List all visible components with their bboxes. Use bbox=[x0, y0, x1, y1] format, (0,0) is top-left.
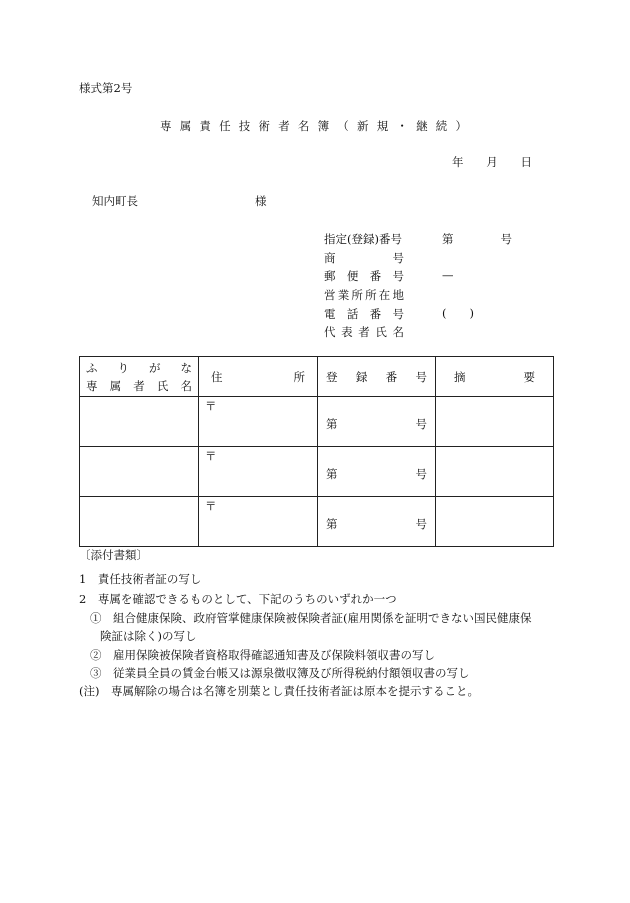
reg-suffix: 号 bbox=[415, 466, 427, 481]
trade-name-label bbox=[324, 250, 404, 266]
address-cell[interactable] bbox=[199, 447, 318, 497]
name-cell[interactable] bbox=[80, 497, 199, 547]
table-row bbox=[80, 447, 554, 497]
label-char: 氏 bbox=[375, 325, 387, 339]
header-char: 所 bbox=[293, 369, 305, 384]
header-char: 録 bbox=[355, 369, 368, 384]
table-header-row bbox=[80, 357, 554, 397]
phone-close-paren: ) bbox=[469, 306, 474, 320]
reg-suffix: 号 bbox=[415, 416, 427, 431]
label-char: 業 bbox=[337, 288, 350, 302]
note: (注) 専属解除の場合は名簿を別葉とし責任技術者証は原本を提示すること。 bbox=[79, 684, 479, 698]
label-char: 番 bbox=[369, 269, 382, 283]
label-char: 所 bbox=[351, 288, 363, 302]
reg-prefix: 第 bbox=[326, 416, 338, 431]
label-char: 号 bbox=[392, 269, 404, 283]
header-char: な bbox=[180, 360, 192, 375]
label-char: 名 bbox=[392, 325, 404, 339]
date-line bbox=[452, 154, 532, 170]
header-char: 号 bbox=[415, 369, 427, 384]
label-char: 話 bbox=[346, 307, 359, 321]
label-char: 者 bbox=[358, 325, 370, 339]
postal-mark: 〒 bbox=[205, 449, 217, 463]
label-char: 表 bbox=[341, 325, 353, 339]
form-number: 様式第2号 bbox=[79, 81, 133, 95]
registration-cell[interactable] bbox=[318, 497, 436, 547]
header-char: 専 bbox=[86, 378, 98, 393]
label-char: 代 bbox=[324, 325, 336, 339]
registration-prefix: 第 bbox=[442, 232, 454, 246]
label-char: 商 bbox=[324, 251, 336, 265]
attachment-subitem-2: ② 雇用保険被保険者資格取得確認通知書及び保険料領収書の写し bbox=[90, 648, 435, 662]
header-technician-name bbox=[86, 378, 192, 394]
representative-name-label bbox=[324, 324, 404, 340]
header-registration-number bbox=[318, 357, 436, 397]
business-address-label bbox=[324, 287, 404, 303]
header-char: が bbox=[149, 360, 161, 375]
attachment-subitem-3: ③ 従業員全員の賃金台帳又は源泉徴収簿及び所得税納付額領収書の写し bbox=[90, 666, 470, 680]
remarks-cell[interactable] bbox=[436, 447, 554, 497]
header-char: ふ bbox=[86, 360, 98, 375]
registration-suffix: 号 bbox=[500, 232, 512, 246]
header-char: 摘 bbox=[454, 369, 466, 384]
label-char: 電 bbox=[324, 307, 336, 321]
header-char: 要 bbox=[523, 369, 535, 384]
label-char: 地 bbox=[392, 288, 404, 302]
postal-mark: 〒 bbox=[205, 399, 217, 413]
header-char: 者 bbox=[133, 378, 145, 393]
date-month: 月 bbox=[486, 155, 498, 169]
phone-number-label bbox=[324, 306, 404, 322]
registration-cell[interactable] bbox=[318, 447, 436, 497]
table-row bbox=[80, 497, 554, 547]
attachment-item-2: 2 専属を確認できるものとして、下記のうちのいずれか一つ bbox=[79, 592, 397, 606]
remarks-cell[interactable] bbox=[436, 497, 554, 547]
label-char: 号 bbox=[392, 307, 404, 321]
label-char: 営 bbox=[324, 288, 336, 302]
header-char: 番 bbox=[385, 369, 398, 384]
attachment-subitem-1: ① 組合健康保険、政府管掌健康保険被保険者証(雇用関係を証明できない国民健康保 bbox=[90, 611, 532, 625]
header-char: 名 bbox=[180, 378, 192, 393]
label-char: 号 bbox=[392, 251, 404, 265]
document-title: 専属責任技術者名簿（新規・継続） bbox=[160, 119, 476, 133]
phone-number-value bbox=[442, 306, 474, 320]
address-cell[interactable] bbox=[199, 397, 318, 447]
header-address bbox=[199, 357, 318, 397]
reg-prefix: 第 bbox=[326, 516, 338, 531]
address-cell[interactable] bbox=[199, 497, 318, 547]
header-char: 登 bbox=[326, 369, 338, 384]
attachments-heading: 〔添付書類〕 bbox=[79, 548, 148, 562]
table-row bbox=[80, 397, 554, 447]
header-char: 住 bbox=[211, 369, 223, 384]
label-char: 番 bbox=[369, 307, 382, 321]
addressee: 知内町長 bbox=[92, 194, 138, 208]
postal-mark: 〒 bbox=[205, 499, 217, 513]
header-remarks bbox=[436, 357, 554, 397]
registration-cell[interactable] bbox=[318, 397, 436, 447]
label-char: 在 bbox=[378, 288, 391, 302]
attachment-item-1: 1 責任技術者証の写し bbox=[79, 572, 202, 586]
remarks-cell[interactable] bbox=[436, 397, 554, 447]
reg-suffix: 号 bbox=[415, 516, 427, 531]
header-name bbox=[80, 357, 199, 397]
label-char: 所 bbox=[365, 288, 377, 302]
registration-number-label: 指定(登録)番号 bbox=[324, 232, 402, 246]
name-cell[interactable] bbox=[80, 447, 199, 497]
technician-roster-table bbox=[79, 356, 554, 547]
header-char: 氏 bbox=[156, 378, 169, 393]
date-day: 日 bbox=[520, 155, 532, 169]
name-cell[interactable] bbox=[80, 397, 199, 447]
header-char: 属 bbox=[109, 378, 122, 393]
postal-code-label bbox=[324, 268, 404, 284]
honorific: 様 bbox=[255, 194, 267, 208]
postal-code-value: — bbox=[442, 268, 454, 282]
attachment-subitem-1-continued: 険証は除く)の写し bbox=[100, 629, 197, 643]
header-furigana bbox=[86, 360, 192, 376]
phone-open-paren: ( bbox=[442, 306, 447, 320]
reg-prefix: 第 bbox=[326, 466, 338, 481]
header-char: り bbox=[117, 360, 129, 375]
date-year: 年 bbox=[452, 155, 464, 169]
registration-number-value bbox=[442, 231, 512, 247]
label-char: 便 bbox=[346, 269, 359, 283]
label-char: 郵 bbox=[324, 269, 336, 283]
